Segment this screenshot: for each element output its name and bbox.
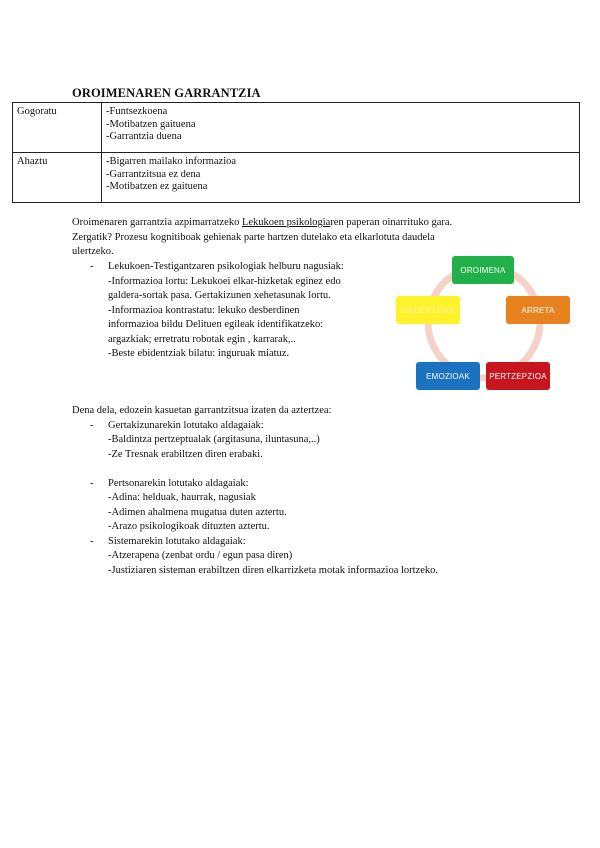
intro-text: ren paperan oinarrituko gara. [330, 217, 453, 228]
lekukoen-psikologia-term: Lekukoen psikologia [241, 217, 331, 228]
group-item: -Adimen ahalmena mugatua duten aztertu. [108, 506, 287, 518]
table-row-gogoratu [13, 103, 580, 153]
box-oroimena [452, 256, 514, 284]
list-line: argazkiak; erretratu robotak egin , karrarak,.. [108, 333, 296, 345]
group-item: -Atzerapena (zenbat ordu / egun pasa diren) [108, 550, 293, 561]
group-item: -Ze Tresnak erabiltzen diren erabaki. [108, 448, 263, 460]
box-ebidentziak [396, 296, 460, 324]
list-bullet: - [90, 535, 94, 547]
group-item: -Baldintza pertzeptualak (argitasuna, iluntasuna,..) [108, 434, 320, 445]
group-title: Pertsonarekin lotutako aldagaiak: [108, 477, 249, 489]
intro-text: Oroimenaren garrantzia azpimarratzeko [72, 217, 242, 228]
box-label: EMOZIOAK [426, 371, 470, 381]
table-line: -Garrantzia duena [106, 131, 182, 142]
list-bullet: - [90, 261, 94, 272]
group-item: -Adina: helduak, haurrak, nagusiak [108, 492, 256, 503]
memory-cycle-diagram [392, 252, 578, 394]
goals-list [90, 260, 390, 370]
intro-text: Zergatik? Prozesu kognitiboak gehienak parte hartzen dutelako eta elkarlotuta daudela [72, 231, 435, 243]
intro-text: ulertzeko. [72, 246, 114, 257]
table-row-ahaztu [13, 153, 580, 203]
row-label-gogoratu: Gogoratu [13, 103, 102, 153]
list-line: Lekukoen-Testigantzaren psikologiak helburu nagusiak: [108, 261, 344, 272]
row-content-gogoratu [102, 103, 580, 153]
page-title: OROIMENAREN GARRANTZIA [72, 86, 261, 100]
list-item [108, 260, 344, 362]
group-title: Gertakizunarekin lotutako aldagaiak: [108, 419, 264, 431]
table-line: -Motibatzen gaituena [106, 118, 196, 130]
group-pertsona [72, 477, 331, 535]
list-line: informazioa bildu Delituen egileak identifikatzeko: [108, 319, 324, 330]
box-label: EBIDENTZIAK [400, 305, 456, 315]
row-label-ahaztu: Ahaztu [13, 153, 102, 203]
variables-section [72, 404, 439, 579]
group-body [108, 419, 320, 463]
summary-table [12, 102, 580, 203]
box-label: PERTZEPZIOA [489, 371, 547, 381]
list-line: -Beste ebidentziak bilatu: inguruak miatuz. [108, 348, 290, 359]
box-arreta [506, 296, 570, 324]
group-gertakizuna [72, 419, 331, 477]
group-body [108, 477, 287, 535]
list-line: galdera-sortak pasa. Gertakizunen xehetasunak lortu. [108, 290, 331, 301]
list-line: -Informazioa kontrastatu: lekuko desberdinen [108, 304, 300, 316]
section-heading: Dena dela, edozein kasuetan garrantzitsua izaten da aztertzea: [72, 405, 332, 416]
group-body [108, 535, 438, 579]
box-label: OROIMENA [460, 265, 506, 275]
table-line: -Motibatzen ez gaituena [106, 181, 208, 192]
group-item: -Justiziaren sisteman erabiltzen diren elkarrizketa motak informazioa lortzeko. [108, 564, 439, 576]
box-label: ARRETA [521, 305, 555, 315]
list-bullet: - [90, 477, 94, 489]
box-pertzepzioa [486, 362, 550, 390]
table-line: -Garrantzitsua ez dena [106, 168, 201, 180]
table-line: -Funtsezkoena [106, 106, 168, 117]
box-emozioak [416, 362, 480, 390]
group-title: Sistemarekin lotutako aldagaiak: [108, 535, 246, 547]
table-line: -Bigarren mailako informazioa [106, 156, 237, 167]
row-content-ahaztu [102, 153, 580, 203]
list-line: -Informazioa lortu: Lekukoei elkar-hizketak eginez edo [108, 275, 341, 287]
list-bullet: - [90, 419, 94, 431]
group-sistema [72, 535, 439, 579]
group-item: -Arazo psikologikoak dituzten aztertu. [108, 521, 270, 532]
